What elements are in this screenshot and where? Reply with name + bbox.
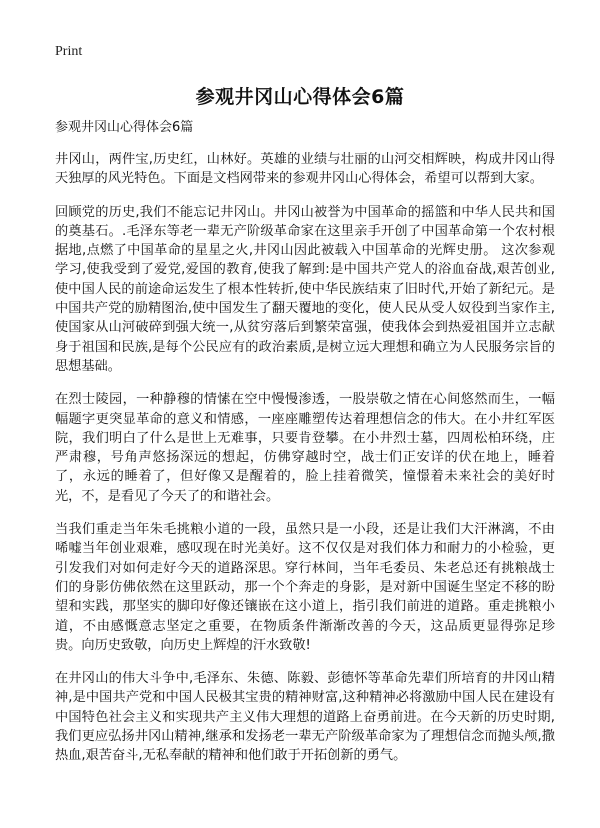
paragraph-spirit: 在井冈山的伟大斗争中,毛泽东、朱德、陈毅、彭德怀等革命先辈们所培育的井冈山精神,是中国共产党和中国人民极其宝贵的精神财富,这种精神必将激励中国人民在建设有中国特色社会主义和实现共产主义伟大理想的道路上奋勇前进。在今天新的历史时期,我们更应弘扬井冈山精神,继承和发扬老一辈无产阶级革命家为了理想信念而抛头颅,撒热血,艰苦奋斗,无私奉献的精神和他们敢于开拓创新的勇气。 [55, 671, 555, 764]
print-link[interactable]: Print [55, 44, 83, 59]
document-subtitle: 参观井冈山心得体会6篇 [55, 120, 194, 135]
page-title: 参观井冈山心得体会6篇 [195, 86, 405, 108]
paragraph-history: 回顾党的历史,我们不能忘记井冈山。井冈山被誉为中国革命的摇篮和中华人民共和国的奠基石。.毛泽东等老一辈无产阶级革命家在这里亲手开创了中国革命第一个农村根据地,点燃了中国革命的星星之火,井冈山因此被载入中国革命的光辉史册。 这次参观学习,使我受到了爱党,爱国的教育,使我了解到:是中国共产党人的浴血奋战,艰苦创业,使中国人民的前途命运发生了根本性转折,使中华民族结束了旧时代,开始了新纪元。是中国共产党的励精图治,使中国发生了翻天覆地的变化，使人民从受人奴役到当家作主,使国家从山河破碎到强大统一,从贫穷落后到繁荣富强，使我体会到热爱祖国并立志献身于祖国和民族,是每个公民应有的政治素质,是树立远大理想和确立为人民服务宗旨的思想基础。 [55, 204, 555, 374]
paragraph-cemetery: 在烈士陵园，一种静穆的情愫在空中慢慢渗透，一股崇敬之情在心间悠然而生，一幅幅题字更突显革命的意义和情感，一座座雕塑传达着理想信念的伟大。在小井红军医院，我们明白了什么是世上无难事，只要肯登攀。在小井烈士墓，四周松柏环绕，庄严肃穆，号角声悠扬深远的想起，仿佛穿越时空，战士们正安详的伏在地上，睡着了，永远的睡着了，但好像又是醒着的，脸上挂着微笑，憧憬着未来社会的美好时光，不，是看见了今天了的和谐社会。 [55, 392, 555, 504]
document-body [55, 118, 555, 780]
paragraph-intro: 井冈山，两件宝,历史红，山林好。英雄的业绩与壮丽的山河交相辉映，构成井冈山得天独厚的风光特色。下面是文档网带来的参观井冈山心得体会，希望可以帮到大家。 [55, 152, 555, 187]
paragraph-trail: 当我们重走当年朱毛挑粮小道的一段，虽然只是一小段，还是让我们大汗淋漓，不由唏嘘当年创业艰难，感叹现在时光美好。这不仅仅是对我们体力和耐力的小检验，更引发我们对如何走好今天的道路深思。穿行林间，当年毛委员、朱老总还有挑粮战士们的身影仿佛依然在这里跃动，那一个个奔走的身影，是对新中国诞生坚定不移的盼望和实践，那坚实的脚印好像还镶嵌在这小道上，指引我们前进的道路。重走挑粮小道，不由感慨意志坚定之重要，在物质条件渐渐改善的今天，这品质更显得弥足珍贵。向历史致敬，向历史上辉煌的汗水致敬! [55, 522, 555, 653]
